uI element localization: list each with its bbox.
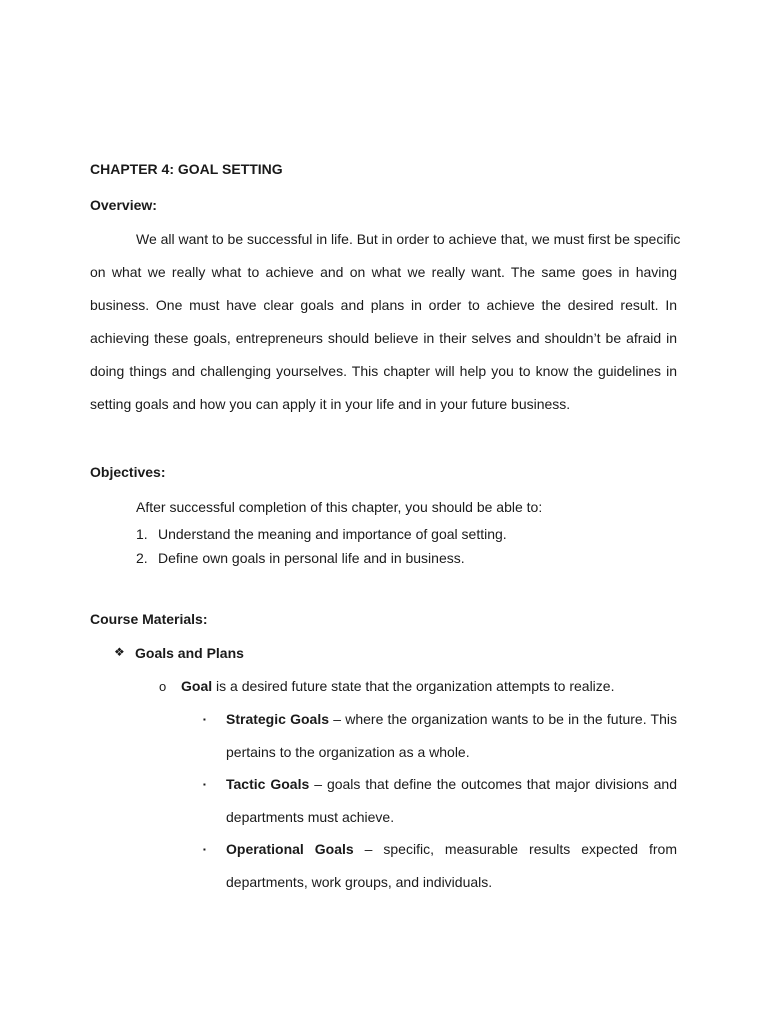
- goal-type-continuation: pertains to the organization as a whole.: [226, 744, 470, 760]
- goal-type-line: [226, 711, 677, 727]
- goal-description: is a desired future state that the organization attempts to realize.: [212, 678, 615, 694]
- square-bullet-icon: ▪: [203, 845, 206, 854]
- circle-bullet-icon: o: [159, 679, 167, 694]
- goal-definition: [181, 678, 614, 694]
- course-materials-heading: Course Materials:: [90, 611, 208, 627]
- goal-type-description: – goals that define the outcomes that major divisions and: [309, 776, 678, 792]
- overview-heading: Overview:: [90, 197, 157, 213]
- section-title: Goals and Plans: [135, 645, 244, 661]
- objective-number: 2.: [136, 550, 148, 566]
- goal-type-continuation: departments, work groups, and individuals.: [226, 874, 493, 890]
- overview-line: on what we really what to achieve and on what we really want. The same goes in having: [90, 264, 677, 280]
- objectives-intro: After successful completion of this chapter, you should be able to:: [136, 499, 543, 515]
- overview-line: business. One must have clear goals and plans in order to achieve the desired result. In: [90, 297, 677, 313]
- goal-type-term: Operational Goals: [226, 841, 354, 857]
- objective-item: Understand the meaning and importance of goal setting.: [158, 526, 507, 542]
- objectives-heading: Objectives:: [90, 464, 166, 480]
- chapter-title: CHAPTER 4: GOAL SETTING: [90, 161, 283, 177]
- goal-type-term: Tactic Goals: [226, 776, 310, 792]
- goal-term: Goal: [181, 678, 213, 694]
- goal-type-description: – specific, measurable results expected from: [353, 841, 678, 857]
- square-bullet-icon: ▪: [203, 715, 206, 724]
- goal-type-description: – where the organization wants to be in the future. This: [329, 711, 678, 727]
- goal-type-line: [226, 841, 677, 857]
- overview-line: doing things and challenging yourselves. This chapter will help you to know the guidelines in: [90, 363, 677, 379]
- objective-number: 1.: [136, 526, 148, 542]
- objective-item: Define own goals in personal life and in business.: [158, 550, 465, 566]
- overview-line: setting goals and how you can apply it in your life and in your future business.: [90, 396, 571, 412]
- goal-type-term: Strategic Goals: [226, 711, 330, 727]
- goal-type-continuation: departments must achieve.: [226, 809, 395, 825]
- goal-type-line: [226, 776, 677, 792]
- overview-line: achieving these goals, entrepreneurs should believe in their selves and shouldn’t be afraid in: [90, 330, 677, 346]
- square-bullet-icon: ▪: [203, 780, 206, 789]
- overview-line: We all want to be successful in life. But in order to achieve that, we must first be specific: [136, 231, 681, 247]
- diamond-bullet-icon: ❖: [114, 645, 125, 659]
